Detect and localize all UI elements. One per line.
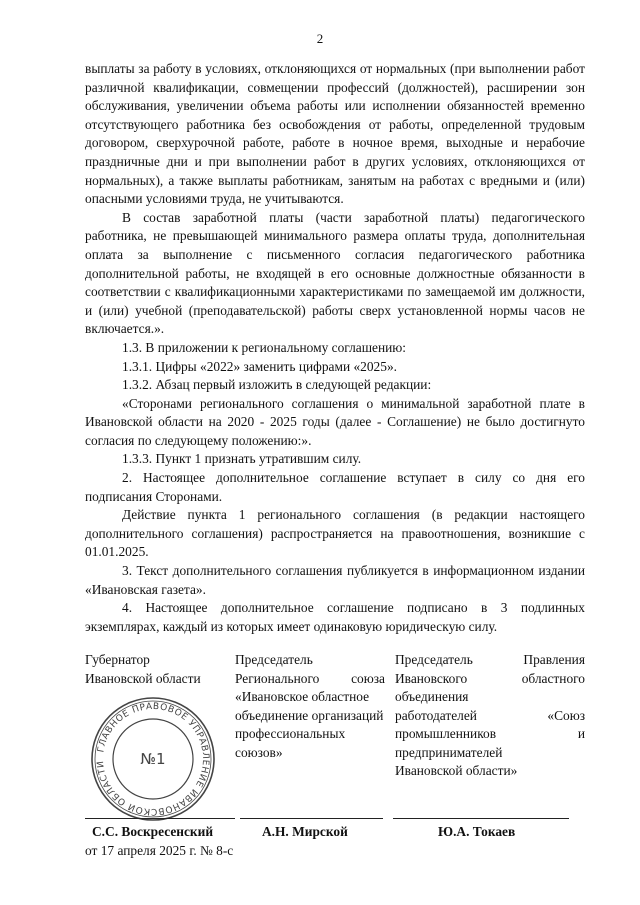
position-word: Регионального — [235, 670, 320, 686]
position-word: работодателей — [395, 707, 477, 723]
official-stamp-seal — [88, 694, 218, 824]
trade-unions-position-rest: «Ивановское областное объединение организаций профессиональных союзов» — [235, 689, 384, 760]
governor-signature-line — [85, 818, 235, 819]
employers-signature-line — [393, 818, 569, 819]
paragraph-4: 4. Настоящее дополнительное соглашение подписано в 3 подлинных экземплярах, каждый из которых имеет одинаковую юридическую силу. — [85, 600, 585, 634]
position-word: Ивановского — [395, 670, 468, 686]
position-word: союза — [351, 670, 385, 686]
trade-unions-name: А.Н. Мирской — [262, 824, 348, 839]
paragraph-3: 3. Текст дополнительного соглашения публикуется в информационном издании «Ивановская газета». — [85, 563, 585, 597]
paragraph-1-3-2: 1.3.2. Абзац первый изложить в следующей редакции: — [122, 377, 432, 393]
trade-unions-position — [235, 651, 385, 762]
svg-text:ГЛАВНОЕ ПРАВОВОЕ УПРАВЛЕНИЕ ИВ: ГЛАВНОЕ ПРАВОВОЕ УПРАВЛЕНИЕ ИВАНОВСКОЙ ОБЛАСТИ — [95, 701, 211, 817]
employers-position-line: Ивановской области» — [395, 763, 518, 778]
employers-position-line — [395, 651, 585, 670]
employers-position-line — [395, 707, 585, 726]
paragraph-1-3: 1.3. В приложении к региональному соглашению: — [122, 339, 407, 355]
paragraph-quoted-text: «Сторонами регионального соглашения о минимальной заработной плате в Ивановской области на 2020 - 2025 годы (далее - Соглашение) не было достигнуто согласия по следующему положению:». — [85, 395, 585, 448]
employers-position-line — [395, 725, 585, 744]
page-number: 2 — [316, 31, 324, 46]
document-date-number: от 17 апреля 2025 г. № 8-с — [85, 843, 234, 858]
paragraph-1-3-1: 1.3.1. Цифры «2022» заменить цифрами «2025». — [122, 358, 397, 374]
governor-position-line: Губернатор — [85, 652, 150, 667]
employers-position-line: объединения — [395, 689, 469, 704]
trade-unions-signature-line — [240, 818, 383, 819]
governor-position — [85, 651, 225, 688]
trade-unions-position-line: Председатель — [235, 652, 313, 667]
trade-unions-position-line — [235, 670, 385, 689]
position-word: областного — [521, 670, 585, 686]
paragraph-salary-composition: В состав заработной платы (части заработной платы) педагогического работника, не превышающей минимального размера оплаты труда, дополнительная оплата за выполнение с письменного согласия педагогического работника дополнительной работы, не входящей в его основные должностные обязанности в соответствии с квалификационными характеристиками по замещаемой им должности, и (или) учебной (преподавательской) работы сверх установленной нормы часов не включается.». — [85, 209, 585, 337]
paragraph-continuation: выплаты за работу в условиях, отклоняющихся от нормальных (при выполнении работ различной квалификации, совмещении профессий (должностей), расширении зон обслуживания, увеличении объема работы или исполнении обязанностей временно отсутствующего работника без освобождения от работы, определенной трудовым договором, сверхурочной работе, работе в ночное время, выходные и нерабочие праздничные дни и при выполнении работ в других условиях, отклоняющихся от нормальных), а также выплаты работникам, занятым на работах с вредными и (или) опасными условиями труда, не учитываются. — [85, 61, 585, 207]
governor-name: С.С. Воскресенский — [92, 824, 214, 839]
employers-name: Ю.А. Токаев — [438, 824, 516, 839]
employers-position — [395, 651, 585, 781]
document-body — [85, 60, 585, 636]
employers-position-line: предпринимателей — [395, 744, 503, 760]
governor-position-line: Ивановской области — [85, 670, 201, 686]
position-word: Правления — [523, 652, 585, 667]
paragraph-2: 2. Настоящее дополнительное соглашение вступает в силу со дня его подписания Сторонами. — [85, 470, 585, 504]
position-word: и — [577, 726, 585, 741]
position-word: «Союз — [547, 707, 585, 723]
paragraph-action-clause: Действие пункта 1 регионального соглашения (в редакции настоящего дополнительного соглашения) распространяется на правоотношения, возникшие с 01.01.2025. — [85, 507, 585, 560]
employers-position-line — [395, 670, 585, 689]
paragraph-1-3-3: 1.3.3. Пункт 1 признать утратившим силу. — [122, 451, 362, 467]
position-word: промышленников — [395, 726, 497, 741]
svg-text:№1: №1 — [140, 750, 166, 768]
position-word: Председатель — [395, 652, 473, 667]
